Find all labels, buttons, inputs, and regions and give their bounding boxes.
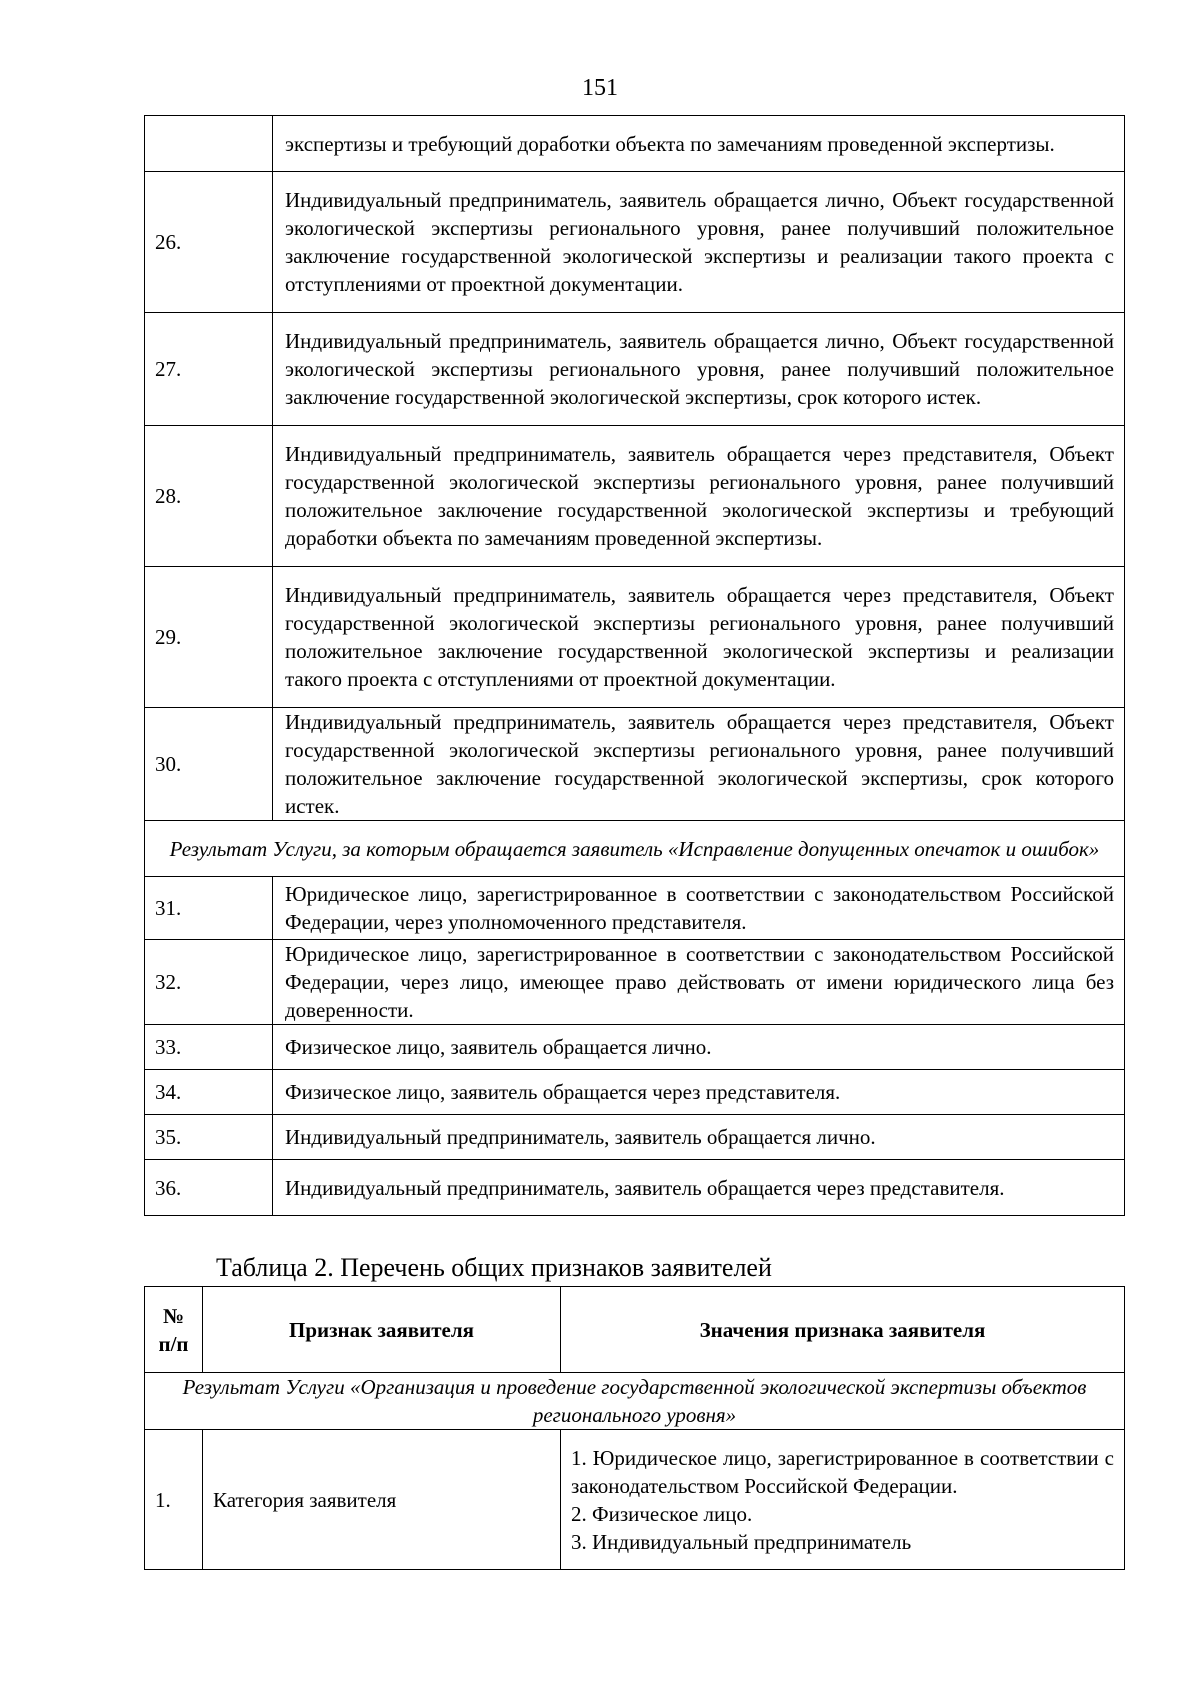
section-header: Результат Услуги «Организация и проведение государственной экологической экспертизы объектов регионального уровня» [145, 1373, 1125, 1430]
row-text: Юридическое лицо, зарегистрированное в соответствии с законодательством Российской Федерации, через лицо, имеющее право действовать от имени юридического лица без доверенности. [273, 940, 1125, 1025]
row-text: Индивидуальный предприниматель, заявитель обращается через представителя, Объект государственной экологической экспертизы регионального уровня, ранее получивший положительное заключение государственной экологической экспертизы и реализации такого проекта с отступлениями от проектной документации. [273, 567, 1125, 708]
common-features-table [144, 1286, 1125, 1570]
row-number: 36. [145, 1160, 273, 1216]
table-row [145, 940, 1125, 1025]
row-number: 34. [145, 1070, 273, 1115]
table-row [145, 1070, 1125, 1115]
section-header-row [145, 1373, 1125, 1430]
table-row [145, 567, 1125, 708]
row-text: экспертизы и требующий доработки объекта по замечаниям проведенной экспертизы. [273, 116, 1125, 172]
table-row [145, 1430, 1125, 1570]
page-number: 151 [582, 75, 618, 101]
table-row [145, 116, 1125, 172]
table-row [145, 1115, 1125, 1160]
column-header-feature: Признак заявителя [203, 1287, 561, 1373]
row-number: 32. [145, 940, 273, 1025]
row-values [561, 1430, 1125, 1570]
table-row [145, 172, 1125, 313]
column-header-number [145, 1287, 203, 1373]
row-text: Юридическое лицо, зарегистрированное в соответствии с законодательством Российской Федерации, через уполномоченного представителя. [273, 877, 1125, 940]
value-item: 2. Физическое лицо. [571, 1501, 753, 1526]
column-header-values: Значения признака заявителя [561, 1287, 1125, 1373]
table-row [145, 708, 1125, 821]
row-number: 30. [145, 708, 273, 821]
value-item: 3. Индивидуальный предприниматель [571, 1529, 912, 1554]
row-text: Индивидуальный предприниматель, заявитель обращается через представителя, Объект государственной экологической экспертизы регионального уровня, ранее получивший положительное заключение государственной экологической экспертизы и требующий доработки объекта по замечаниям проведенной экспертизы. [273, 426, 1125, 567]
row-text: Индивидуальный предприниматель, заявитель обращается лично. [273, 1115, 1125, 1160]
row-number: 27. [145, 313, 273, 426]
row-number: 1. [145, 1430, 203, 1570]
row-text: Физическое лицо, заявитель обращается лично. [273, 1025, 1125, 1070]
row-text: Индивидуальный предприниматель, заявитель обращается через представителя, Объект государственной экологической экспертизы регионального уровня, ранее получивший положительное заключение государственной экологической экспертизы, срок которого истек. [273, 708, 1125, 821]
table-row [145, 1160, 1125, 1216]
header-number-line2: п/п [158, 1331, 189, 1356]
applicants-table-continued [144, 115, 1125, 1216]
row-text: Индивидуальный предприниматель, заявитель обращается лично, Объект государственной экологической экспертизы регионального уровня, ранее получивший положительное заключение государственной экологической экспертизы и реализации такого проекта с отступлениями от проектной документации. [273, 172, 1125, 313]
table-row [145, 1025, 1125, 1070]
row-number: 29. [145, 567, 273, 708]
row-text: Индивидуальный предприниматель, заявитель обращается лично, Объект государственной экологической экспертизы регионального уровня, ранее получивший положительное заключение государственной экологической экспертизы, срок которого истек. [273, 313, 1125, 426]
row-number: 26. [145, 172, 273, 313]
table-row [145, 426, 1125, 567]
table-caption: Таблица 2. Перечень общих признаков заявителей [216, 1253, 772, 1282]
header-number-line1: № [162, 1303, 185, 1328]
table-row [145, 313, 1125, 426]
row-number: 35. [145, 1115, 273, 1160]
header-row [145, 1287, 1125, 1373]
section-header-row [145, 821, 1125, 877]
row-number: 28. [145, 426, 273, 567]
row-feature: Категория заявителя [203, 1430, 561, 1570]
section-header: Результат Услуги, за которым обращается заявитель «Исправление допущенных опечаток и ошибок» [145, 821, 1125, 877]
row-number [145, 116, 273, 172]
row-text: Физическое лицо, заявитель обращается через представителя. [273, 1070, 1125, 1115]
table-row [145, 877, 1125, 940]
value-item: 1. Юридическое лицо, зарегистрированное в соответствии с законодательством Российской Федерации. [571, 1445, 1114, 1498]
row-number: 33. [145, 1025, 273, 1070]
row-text: Индивидуальный предприниматель, заявитель обращается через представителя. [273, 1160, 1125, 1216]
row-number: 31. [145, 877, 273, 940]
